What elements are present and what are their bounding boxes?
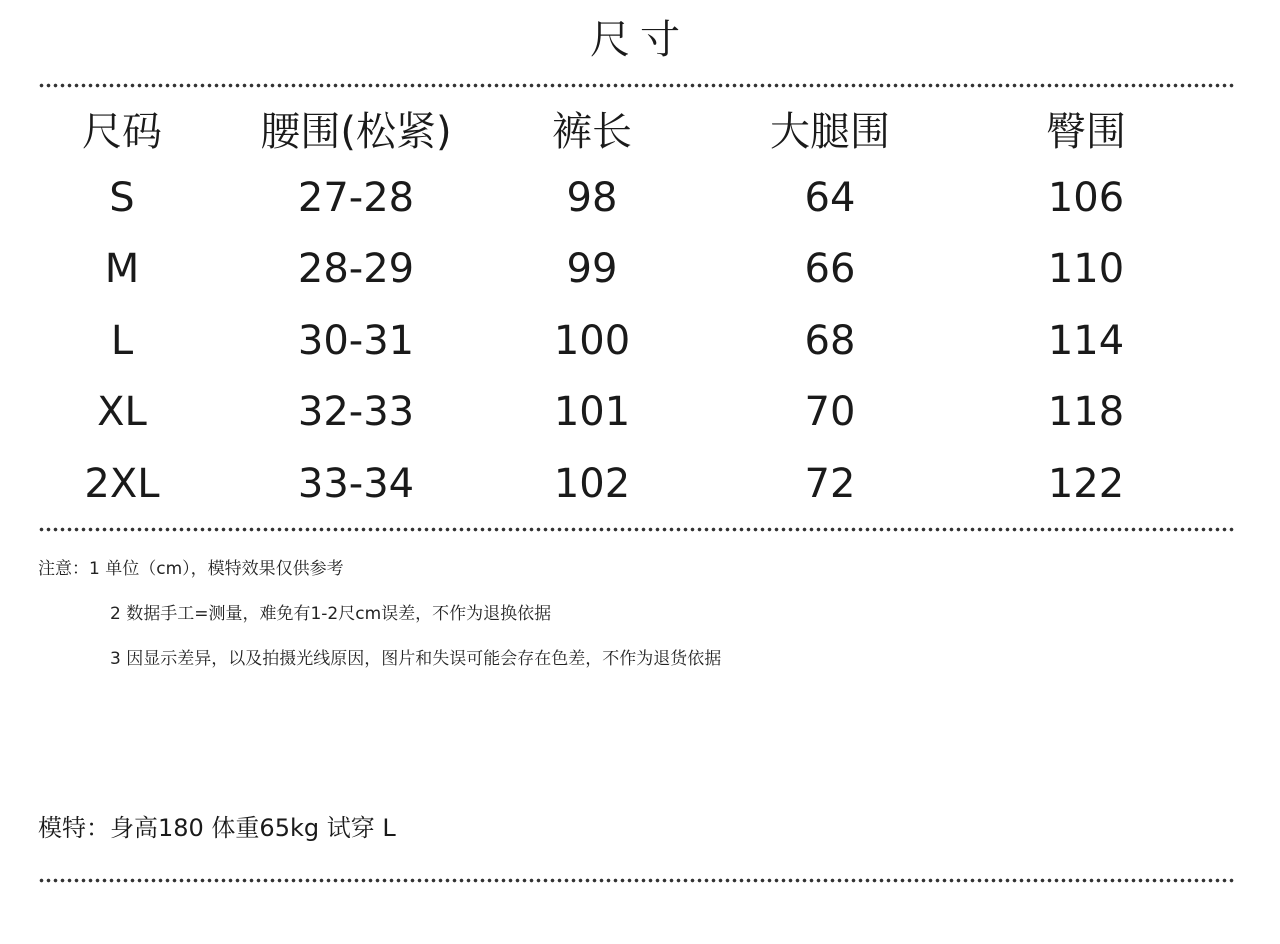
cell-length: 102 (553, 461, 631, 507)
table-row (0, 309, 1280, 373)
cell-thigh: 66 (804, 246, 856, 292)
note-measurement: 2 数据手工=测量，难免有1-2尺cm误差，不作为退换依据 (110, 604, 552, 624)
cell-thigh: 68 (804, 318, 856, 364)
header-waist: 腰围(松紧) (260, 109, 452, 155)
dotted-divider-top (38, 83, 1236, 88)
cell-hip: 114 (1047, 318, 1125, 364)
cell-hip: 110 (1047, 246, 1125, 292)
cell-length: 99 (566, 246, 618, 292)
table-row (0, 166, 1280, 230)
model-info: 模特：身高180 体重65kg 试穿 L (38, 814, 396, 842)
cell-size: XL (97, 389, 147, 435)
table-row (0, 237, 1280, 301)
table-row (0, 380, 1280, 444)
cell-waist: 27-28 (297, 175, 415, 221)
cell-thigh: 72 (804, 461, 856, 507)
cell-length: 101 (553, 389, 631, 435)
cell-hip: 122 (1047, 461, 1125, 507)
cell-thigh: 70 (804, 389, 856, 435)
dotted-divider-middle (38, 527, 1236, 532)
cell-length: 98 (566, 175, 618, 221)
cell-size: L (110, 318, 134, 364)
cell-waist: 28-29 (297, 246, 415, 292)
cell-hip: 118 (1047, 389, 1125, 435)
cell-hip: 106 (1047, 175, 1125, 221)
cell-waist: 30-31 (297, 318, 415, 364)
note-color-difference: 3 因显示差异，以及拍摄光线原因，图片和失误可能会存在色差，不作为退货依据 (110, 649, 722, 669)
cell-length: 100 (553, 318, 631, 364)
cell-size: S (109, 175, 135, 221)
header-length: 裤长 (552, 109, 632, 155)
table-row (0, 452, 1280, 516)
page-title: 尺寸 (590, 17, 690, 63)
cell-size: M (104, 246, 140, 292)
header-thigh: 大腿围 (770, 109, 890, 155)
note-unit: 注意：1 单位（cm），模特效果仅供参考 (38, 559, 344, 579)
cell-size: 2XL (84, 461, 160, 507)
cell-waist: 32-33 (297, 389, 415, 435)
cell-waist: 33-34 (297, 461, 415, 507)
header-size: 尺码 (82, 109, 162, 155)
table-header-row (0, 100, 1280, 164)
dotted-divider-bottom (38, 878, 1236, 883)
cell-thigh: 64 (804, 175, 856, 221)
header-hip: 臀围 (1046, 109, 1126, 155)
